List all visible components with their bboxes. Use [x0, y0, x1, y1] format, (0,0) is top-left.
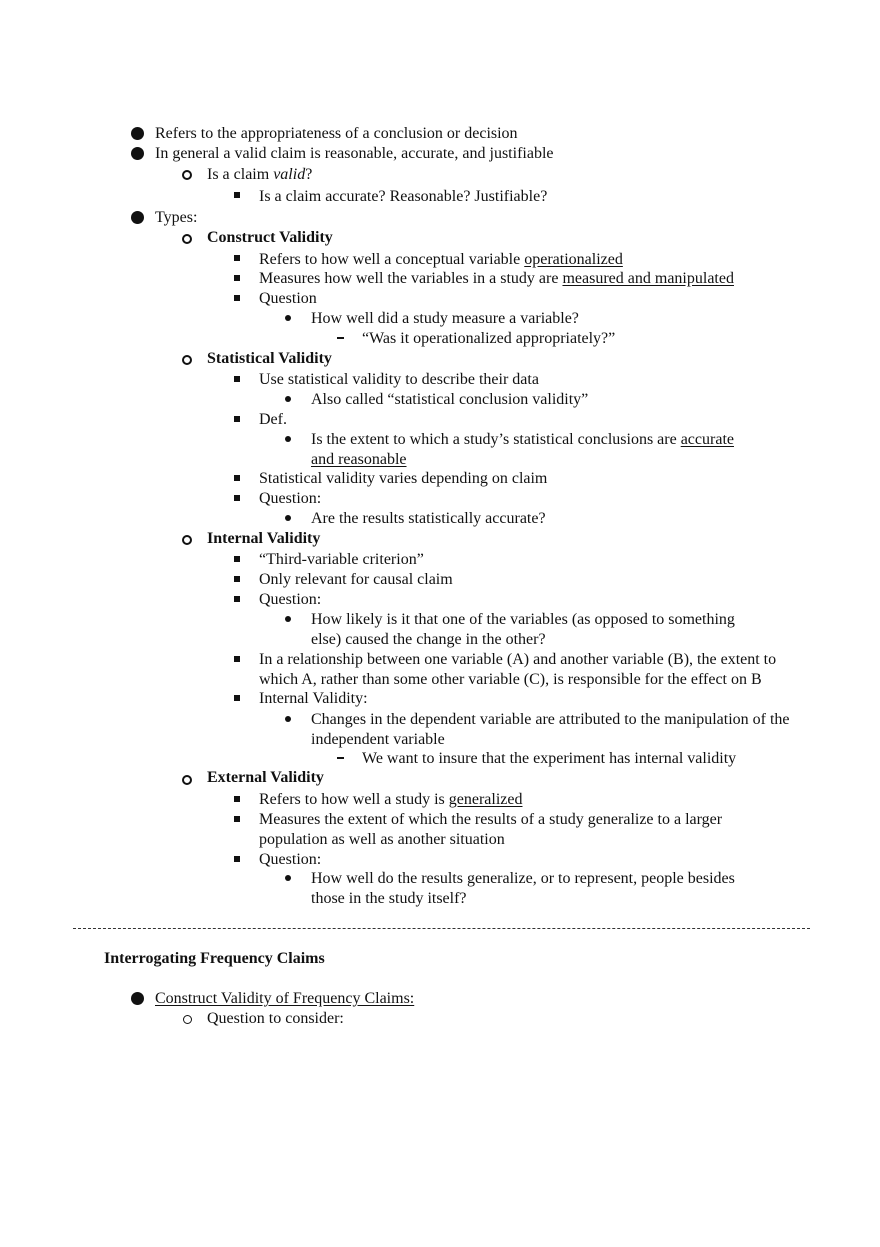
internal-iv2-line: We want to insure that the experiment has internal validity: [362, 750, 737, 767]
is-accurate-line: Is a claim accurate? Reasonable? Justifiable?: [259, 188, 548, 205]
intro-line-1: Refers to the appropriateness of a conclusion or decision: [155, 125, 518, 142]
square-bullet: [234, 576, 240, 582]
operationalized-underlined: operationalized: [524, 251, 623, 268]
construct-q1-line: How well did a study measure a variable?: [311, 310, 579, 327]
frequency-claims-heading: Interrogating Frequency Claims: [104, 950, 325, 967]
measured-manipulated-underlined: measured and manipulated: [562, 270, 734, 287]
internal-rel-a-line: In a relationship between one variable (A) and another variable (B), the extent to: [259, 651, 777, 668]
construct-refers-line: [259, 250, 623, 270]
question-to-consider-line: Question to consider:: [207, 1010, 344, 1027]
statistical-use-line: Use statistical validity to describe their data: [259, 371, 539, 388]
external-measures-a-line: Measures the extent of which the results of a study generalize to a larger: [259, 811, 723, 828]
intro-line-2: In general a valid claim is reasonable, accurate, and justifiable: [155, 145, 554, 162]
square-bullet: [234, 255, 240, 261]
statistical-validity-title: Statistical Validity: [207, 350, 332, 367]
construct-frequency-line: Construct Validity of Frequency Claims:: [155, 990, 415, 1007]
internal-criterion-line: “Third-variable criterion”: [259, 551, 424, 568]
ring-bullet: [182, 535, 192, 545]
dot-bullet: [285, 716, 291, 722]
disc-bullet: [131, 992, 144, 1005]
square-bullet: [234, 475, 240, 481]
statistical-q1-line: Are the results statistically accurate?: [311, 510, 546, 527]
ring-bullet: [182, 170, 192, 180]
internal-iv1b-line: independent variable: [311, 731, 445, 748]
ring-bullet: [182, 775, 192, 785]
ring-bullet: [182, 234, 192, 244]
internal-question-line: Question:: [259, 591, 322, 608]
valid-emphasis: valid: [273, 166, 306, 183]
square-bullet: [234, 495, 240, 501]
ring-bullet: [182, 1014, 192, 1024]
is-valid-line: [207, 165, 312, 185]
external-q1b-line: those in the study itself?: [311, 890, 467, 907]
square-bullet: [234, 275, 240, 281]
internal-rel-b-line: which A, rather than some other variable (C), is responsible for the effect on B: [259, 671, 762, 688]
square-bullet: [234, 856, 240, 862]
square-bullet: [234, 695, 240, 701]
external-q1a-line: How well do the results generalize, or to represent, people besides: [311, 870, 735, 887]
construct-validity-title: Construct Validity: [207, 229, 333, 246]
statistical-aka-line: Also called “statistical conclusion validity”: [311, 391, 589, 408]
construct-question-line: Question: [259, 290, 317, 307]
dot-bullet: [285, 875, 291, 881]
square-bullet: [234, 376, 240, 382]
square-bullet: [234, 816, 240, 822]
external-refers-text: Refers to how well a study is: [259, 791, 449, 808]
dashed-separator: [73, 928, 810, 929]
construct-q2-line: “Was it operationalized appropriately?”: [362, 330, 616, 347]
square-bullet: [234, 656, 240, 662]
construct-measures-line: [259, 269, 734, 289]
dot-bullet: [285, 396, 291, 402]
accurate-underlined: accurate: [680, 431, 734, 448]
square-bullet: [234, 192, 240, 198]
square-bullet: [234, 796, 240, 802]
external-validity-title: External Validity: [207, 769, 324, 786]
internal-iv1a-line: Changes in the dependent variable are attributed to the manipulation of the: [311, 711, 790, 728]
is-valid-text: Is a claim: [207, 166, 274, 183]
dot-bullet: [285, 315, 291, 321]
is-valid-mark: ?: [305, 166, 313, 183]
square-bullet: [234, 596, 240, 602]
statistical-question-line: Question:: [259, 490, 322, 507]
ring-bullet: [182, 355, 192, 365]
disc-bullet: [131, 127, 144, 140]
square-bullet: [234, 416, 240, 422]
dash-bullet: [337, 337, 344, 339]
dot-bullet: [285, 616, 291, 622]
statistical-def1-line: [311, 430, 734, 450]
internal-causal-line: Only relevant for causal claim: [259, 571, 453, 588]
disc-bullet: [131, 147, 144, 160]
disc-bullet: [131, 211, 144, 224]
statistical-def-line: Def.: [259, 411, 287, 428]
external-measures-b-line: population as well as another situation: [259, 831, 505, 848]
dot-bullet: [285, 515, 291, 521]
statistical-def1-text: Is the extent to which a study’s statistical conclusions are: [311, 431, 681, 448]
statistical-varies-line: Statistical validity varies depending on claim: [259, 470, 548, 487]
construct-refers-text: Refers to how well a conceptual variable: [259, 251, 525, 268]
dash-bullet: [337, 757, 344, 759]
external-refers-line: [259, 790, 522, 810]
internal-q1b-line: else) caused the change in the other?: [311, 631, 546, 648]
square-bullet: [234, 295, 240, 301]
square-bullet: [234, 556, 240, 562]
types-line: Types:: [155, 209, 198, 226]
internal-iv-line: Internal Validity:: [259, 690, 368, 707]
external-question-line: Question:: [259, 851, 322, 868]
dot-bullet: [285, 436, 291, 442]
generalized-underlined: generalized: [448, 791, 523, 808]
internal-validity-title: Internal Validity: [207, 530, 321, 547]
construct-measures-text: Measures how well the variables in a study are: [259, 270, 563, 287]
internal-q1a-line: How likely is it that one of the variables (as opposed to something: [311, 611, 735, 628]
reasonable-underlined: and reasonable: [311, 451, 407, 468]
